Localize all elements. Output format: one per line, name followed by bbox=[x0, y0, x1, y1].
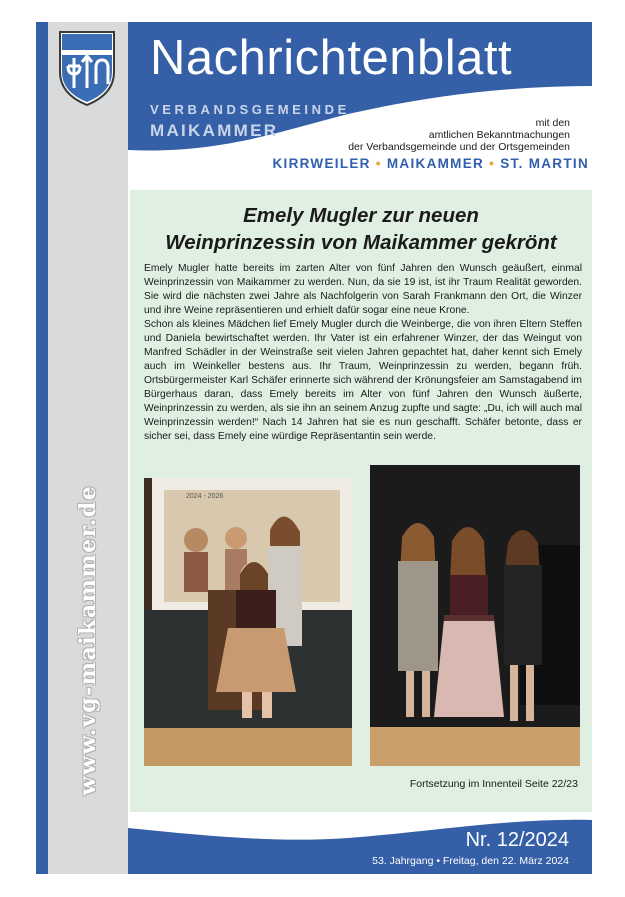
issue-number: Nr. 12/2024 bbox=[465, 829, 569, 851]
publisher-line-1: VERBANDSGEMEINDE bbox=[150, 102, 350, 117]
article-headline: Emely Mugler zur neuen Weinprinzessin von Maikammer gekrönt bbox=[165, 204, 557, 254]
official-notice: mit den amtlichen Bekanntmachungen der Verbandsgemeinde und der Ortsgemeinden bbox=[348, 117, 570, 153]
issue-date: 53. Jahrgang • Freitag, den 22. März 2024 bbox=[372, 855, 569, 867]
website-url: www.vg-maikammer.de bbox=[75, 484, 101, 796]
member-towns: KIRRWEILER • MAIKAMMER • ST. MARTIN bbox=[272, 156, 589, 171]
continuation-note: Fortsetzung im Innenteil Seite 22/23 bbox=[409, 778, 578, 790]
article-paragraph: Emely Mugler hatte bereits im zarten Alter von fünf Jahren den Wunsch geäußert, einmal Weinprinzessin von Maikammer zu werden. Nun, da sie 19 ist, ist ihr Traum Realität geworden. Sie wird die nächsten zwei Jahre als Nachfolgerin von Sarah Frankmann den Ort, die Winzer und ihre Weine repräsentieren und erhielt dafür sogar eine neue Krone. bbox=[144, 263, 582, 316]
coat-of-arms-icon bbox=[54, 28, 120, 108]
group-photo bbox=[370, 465, 580, 766]
publisher-line-2: MAIKAMMER bbox=[150, 121, 279, 140]
article-paragraph: Schon als kleines Mädchen lief Emely Mugler durch die Weinberge, die von ihren Eltern Steffen und Daniela bewirtschaftet werden. Ihr Vater ist ein erfahrener Winzer, der das Weingut von Manfred Schädler in der Weinstraße seit vielen Jahren gepachtet hat, daher kennt sich Emely auch im Weinkeller bestens aus. Ihr Traum, Weinprinzessin zu werden, begann früh. Ortsbürgermeister Karl Schäfer erinnerte sich während der Krönungsfeier am Samstagabend im Bürgerhaus daran, dass Emely bereits im Alter von fünf Jahren den Wunsch äußerte, Weinprinzessin zu werden, als sie ihn an seinem Anzug zupfte und sagte: „Du, ich will auch mal Weinprinzessin werden!“ Nach 14 Jahren hat sie es nun geschafft. Schäfer betonte, dass er sicher sei, dass Emely eine würdige Repräsentantin sein werde. bbox=[144, 319, 582, 442]
article-body bbox=[144, 262, 582, 444]
publication-title: Nachrichtenblatt bbox=[150, 31, 513, 85]
footer-band bbox=[128, 812, 592, 874]
masthead bbox=[128, 22, 592, 172]
coronation-photo bbox=[144, 478, 352, 766]
article-panel bbox=[130, 190, 592, 812]
sidebar-accent-bar bbox=[36, 22, 48, 874]
svg-text:2024 - 2026: 2024 - 2026 bbox=[186, 493, 224, 500]
